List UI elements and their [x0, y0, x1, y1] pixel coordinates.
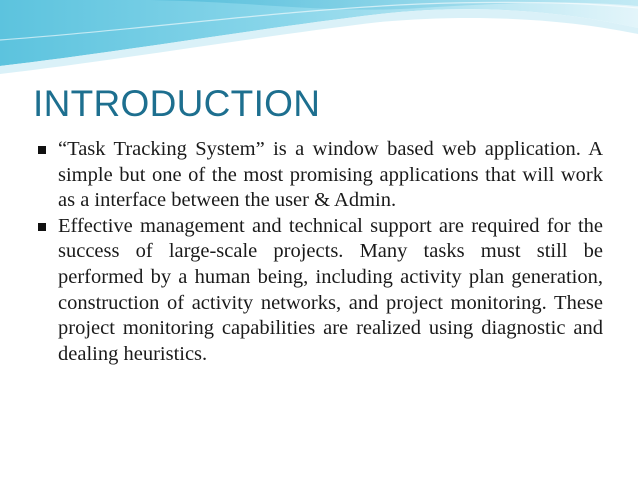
- slide-title: INTRODUCTION: [33, 83, 321, 124]
- square-bullet-icon: [38, 223, 46, 231]
- wave-decoration: [0, 0, 638, 80]
- bullet-text: Effective management and technical support are required for the success of large-scale projects. Many tasks must still be performed by a human being, including activity plan generation, construction of activity networks, and project monitoring. These project monitoring capabilities are realized using diagnostic and dealing heuristics.: [58, 214, 603, 365]
- bullet-item: [38, 137, 603, 214]
- bullet-item: [38, 214, 603, 368]
- bullet-text: “Task Tracking System” is a window based web application. A simple but one of the most promising applications that will work as a interface between the user & Admin.: [58, 138, 603, 212]
- square-bullet-icon: [38, 146, 46, 154]
- bullet-list: [38, 137, 603, 367]
